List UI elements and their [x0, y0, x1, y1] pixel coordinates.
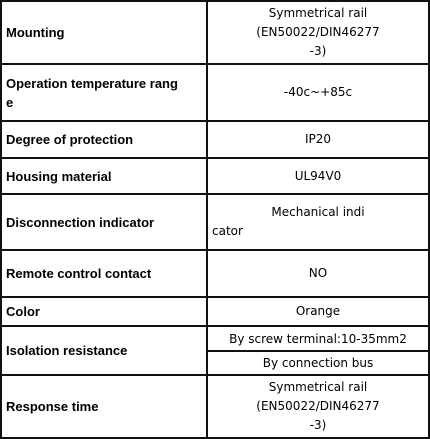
spec-value-line: Mechanical indi	[271, 205, 365, 219]
table-row	[1, 194, 429, 250]
spec-value: IP20	[207, 121, 429, 158]
spec-label-line: Operation temperature rang	[6, 75, 178, 91]
spec-value	[207, 375, 429, 438]
spec-value: NO	[207, 250, 429, 297]
spec-value-line: Symmetrical rail (EN50022/DIN46277	[256, 380, 380, 413]
spec-label: Degree of protection	[1, 121, 207, 158]
spec-label: Housing material	[1, 158, 207, 194]
spec-value	[207, 1, 429, 64]
spec-label: Disconnection indicator	[1, 194, 207, 250]
spec-label: Remote control contact	[1, 250, 207, 297]
spec-value-line: cator	[212, 224, 243, 238]
table-row	[1, 158, 429, 194]
spec-value-line: -3)	[309, 44, 327, 58]
spec-label: Mounting	[1, 1, 207, 64]
table-row	[1, 1, 429, 64]
table-row	[1, 375, 429, 438]
spec-value: -40c~+85c	[207, 64, 429, 121]
spec-value-line: Symmetrical rail (EN50022/DIN46277	[256, 6, 380, 39]
table-row	[1, 297, 429, 326]
spec-label: Color	[1, 297, 207, 326]
spec-value: By connection bus	[207, 351, 429, 375]
spec-label: Response time	[1, 375, 207, 438]
table-row	[1, 121, 429, 158]
table-row	[1, 64, 429, 121]
spec-value	[207, 194, 429, 250]
spec-value-line: -3)	[309, 418, 327, 432]
spec-label	[1, 64, 207, 121]
spec-label-line: e	[6, 94, 14, 110]
table-row	[1, 326, 429, 351]
spec-value: UL94V0	[207, 158, 429, 194]
spec-value: By screw terminal:10-35mm2	[207, 326, 429, 351]
spec-label: Isolation resistance	[1, 326, 207, 375]
table-row	[1, 250, 429, 297]
spec-value: Orange	[207, 297, 429, 326]
